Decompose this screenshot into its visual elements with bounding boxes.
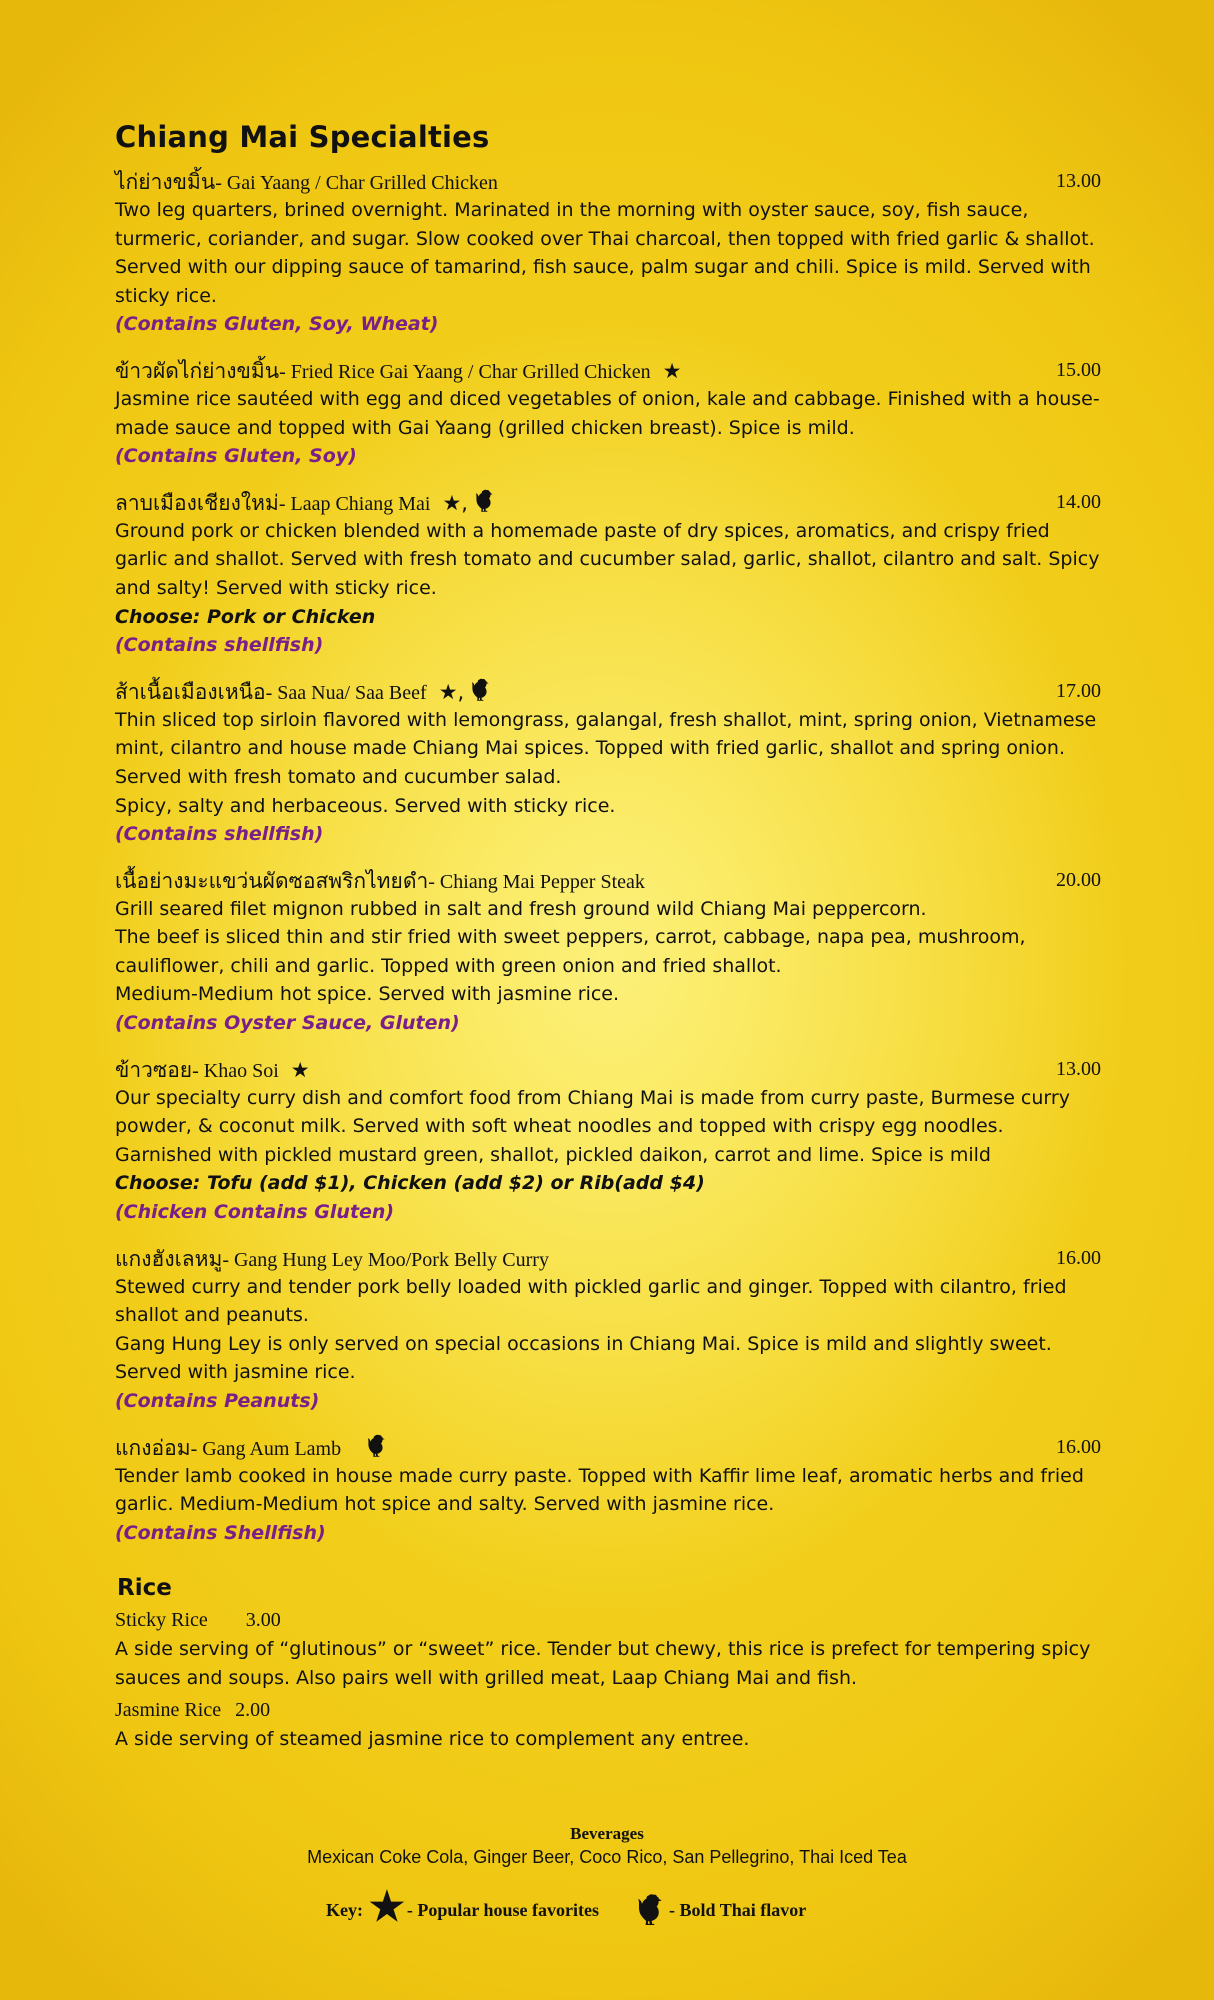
- item-allergen: (Contains Gluten, Soy): [115, 445, 357, 468]
- rooster-icon: [471, 678, 491, 702]
- item-description-extra: The beef is sliced thin and stir fried with sweet peppers, carrot, cabbage, napa pea, mushroom, cauliflower, chili and garlic. Topped with green onion and fried shallot.: [115, 926, 1026, 977]
- item-allergen: (Contains shellfish): [115, 634, 324, 657]
- item-price: 16.00: [1056, 1246, 1101, 1269]
- item-price: 13.00: [1056, 170, 1101, 192]
- item-price: 16.00: [1056, 1435, 1101, 1458]
- key-star-text: - Popular house favorites: [406, 1899, 600, 1920]
- menu-item-fried-rice-gai-yaang: [115, 355, 1101, 471]
- menu-item-gang-hung-ley: [115, 1243, 1101, 1416]
- item-description: Two leg quarters, brined overnight. Marinated in the morning with oyster sauce, soy, fish sauce, turmeric, coriander, and sugar. Slow cooked over Thai charcoal, then topped with fried garlic & shallot. Served with our dipping sauce of tamarind, fish sauce, palm sugar and chili. Spice is mild. Served with sticky rice.: [115, 199, 1095, 307]
- item-english-name: - Saa Nua/ Saa Beef: [265, 681, 427, 704]
- item-english-name: - Gai Yaang / Char Grilled Chicken: [215, 172, 498, 194]
- item-price: 20.00: [1056, 868, 1101, 891]
- item-thai-name: ไก่ย่างขมิ้น: [115, 170, 216, 194]
- item-description-extra: Gang Hung Ley is only served on special occasions in Chiang Mai. Spice is mild and slightly sweet. Served with jasmine rice.: [115, 1332, 1052, 1384]
- rice-item-name: Sticky Rice: [115, 1609, 208, 1632]
- item-price: 13.00: [1056, 1057, 1101, 1080]
- item-markers: [439, 678, 491, 704]
- item-description: Thin sliced top sirloin flavored with lemongrass, galangal, fresh shallot, mint, spring onion, Vietnamese mint, cilantro and house made Chiang Mai spices. Topped with fried garlic, shallot and spring onion. Served with fresh tomato and cucumber salad.: [115, 708, 1097, 788]
- item-price: 15.00: [1056, 358, 1101, 381]
- item-choice: Choose: Tofu (add $1), Chicken (add $2) or Rib(add $4): [115, 1172, 705, 1195]
- item-description-spice: Medium-Medium hot spice. Served with jasmine rice.: [115, 983, 620, 1006]
- item-english-name: - Gang Hung Ley Moo/Pork Belly Curry: [222, 1248, 549, 1271]
- item-allergen: (Contains Peanuts): [115, 1390, 320, 1412]
- marker-separator: ,: [461, 490, 475, 515]
- rice-item-name: Jasmine Rice: [115, 1698, 222, 1721]
- rice-item-price: 3.00: [245, 1609, 281, 1632]
- item-allergen: (Contains Gluten, Soy, Wheat): [115, 313, 439, 336]
- menu-page: [115, 120, 1101, 1753]
- item-description: Our specialty curry dish and comfort food from Chiang Mai is made from curry paste, Burmese curry powder, & coconut milk. Served with soft wheat noodles and topped with crispy egg noodles. Garnished with pickled mustard green, shallot, pickled daikon, carrot and lime. Spice is mild: [115, 1086, 1070, 1166]
- legend-key: [326, 1884, 926, 1930]
- item-thai-name: แกงฮังเลหมู: [115, 1246, 223, 1271]
- item-thai-name: ข้าวซอย: [115, 1057, 193, 1082]
- item-header: [115, 865, 1101, 895]
- rice-item-price: 2.00: [235, 1698, 271, 1721]
- item-allergen: (Chicken Contains Gluten): [115, 1201, 395, 1224]
- menu-item-gang-aum-lamb: [115, 1432, 1101, 1548]
- item-allergen: (Contains Oyster Sauce, Gluten): [115, 1012, 460, 1035]
- item-price: 14.00: [1056, 490, 1101, 513]
- item-header: [115, 1432, 1101, 1462]
- item-thai-name: ลาบเมืองเชียงใหม่: [115, 490, 279, 515]
- item-header: [115, 166, 1101, 196]
- item-thai-name: เนื้อย่างมะแขว่นผัดซอสพริกไทยดำ: [115, 868, 429, 893]
- item-markers: [442, 489, 494, 515]
- menu-item-gai-yaang: [115, 166, 1101, 339]
- rooster-icon: [367, 1434, 387, 1458]
- item-thai-name: แกงอ่อม: [115, 1435, 191, 1460]
- item-description: Ground pork or chicken blended with a homemade paste of dry spices, aromatics, and crispy fried garlic and shallot. Served with fresh tomato and cucumber salad, garlic, shallot, cilantro and salt. Spicy and salty! Served with sticky rice.: [115, 519, 1100, 599]
- item-description: Stewed curry and tender pork belly loaded with pickled garlic and ginger. Topped with cilantro, fried shallot and peanuts.: [115, 1275, 1067, 1327]
- menu-item-pepper-steak: [115, 865, 1101, 1038]
- rooster-icon: [637, 1893, 665, 1927]
- menu-item-khao-soi: [115, 1054, 1101, 1227]
- section-title: Chiang Mai Specialties: [115, 120, 490, 154]
- item-description: Jasmine rice sautéed with egg and diced vegetables of onion, kale and cabbage. Finished with a house-made sauce and topped with Gai Yaang (grilled chicken breast). Spice is mild.: [115, 387, 1100, 439]
- item-header: [115, 676, 1101, 706]
- beverages-list: Mexican Coke Cola, Ginger Beer, Coco Rico, San Pellegrino, Thai Iced Tea: [307, 1847, 907, 1867]
- item-english-name: - Khao Soi: [192, 1059, 279, 1082]
- item-english-name: - Chiang Mai Pepper Steak: [428, 870, 645, 893]
- star-icon: ★: [438, 679, 458, 704]
- item-header: [115, 1243, 1101, 1273]
- menu-item-laap-chiang-mai: [115, 487, 1101, 660]
- item-english-name: - Gang Aum Lamb: [190, 1437, 342, 1460]
- rice-item-description: A side serving of steamed jasmine rice to complement any entree.: [115, 1727, 750, 1750]
- item-description: Tender lamb cooked in house made curry paste. Topped with Kaffir lime leaf, aromatic herbs and fried garlic. Medium-Medium hot spice and salty. Served with jasmine rice.: [115, 1464, 1084, 1516]
- item-header: [115, 355, 1101, 385]
- key-label: Key:: [326, 1899, 363, 1920]
- menu-item-saa-nua: [115, 676, 1101, 849]
- item-header: [115, 487, 1101, 517]
- rice-section-title: Rice: [117, 1575, 172, 1602]
- star-icon: ★: [290, 1057, 310, 1082]
- star-icon: ★: [442, 490, 462, 515]
- item-markers: [663, 359, 682, 383]
- rooster-icon: [475, 489, 495, 513]
- item-allergen: (Contains shellfish): [115, 823, 324, 846]
- key-rooster-text: - Bold Thai flavor: [669, 1899, 807, 1920]
- item-description-extra: Spicy, salty and herbaceous. Served with sticky rice.: [115, 794, 616, 817]
- item-thai-name: ส้าเนื้อเมืองเหนือ: [115, 679, 266, 704]
- rice-item-sticky: [115, 1605, 1101, 1635]
- item-english-name: - Laap Chiang Mai: [278, 492, 431, 515]
- rice-section: [115, 1575, 1101, 1753]
- item-allergen: (Contains Shellfish): [115, 1521, 326, 1544]
- item-english-name: - Fried Rice Gai Yaang / Char Grilled Chicken: [279, 360, 651, 383]
- beverages-section: [0, 1823, 1214, 1869]
- star-icon: ★: [662, 358, 682, 383]
- marker-separator: ,: [457, 679, 471, 704]
- item-price: 17.00: [1056, 679, 1101, 702]
- rice-item-jasmine: [115, 1695, 1101, 1725]
- item-markers: [291, 1058, 310, 1082]
- star-icon: ★: [368, 1884, 405, 1929]
- item-choice: Choose: Pork or Chicken: [115, 605, 376, 628]
- item-markers: [367, 1434, 387, 1460]
- item-header: [115, 1054, 1101, 1084]
- beverages-title: Beverages: [570, 1824, 644, 1843]
- rice-item-description: A side serving of “glutinous” or “sweet” rice. Tender but chewy, this rice is prefect for tempering spicy sauces and soups. Also pairs well with grilled meat, Laap Chiang Mai and fish.: [115, 1638, 1091, 1689]
- item-description: Grill seared filet mignon rubbed in salt and fresh ground wild Chiang Mai peppercorn.: [115, 897, 927, 920]
- item-thai-name: ข้าวผัดไก่ย่างขมิ้น: [115, 358, 280, 383]
